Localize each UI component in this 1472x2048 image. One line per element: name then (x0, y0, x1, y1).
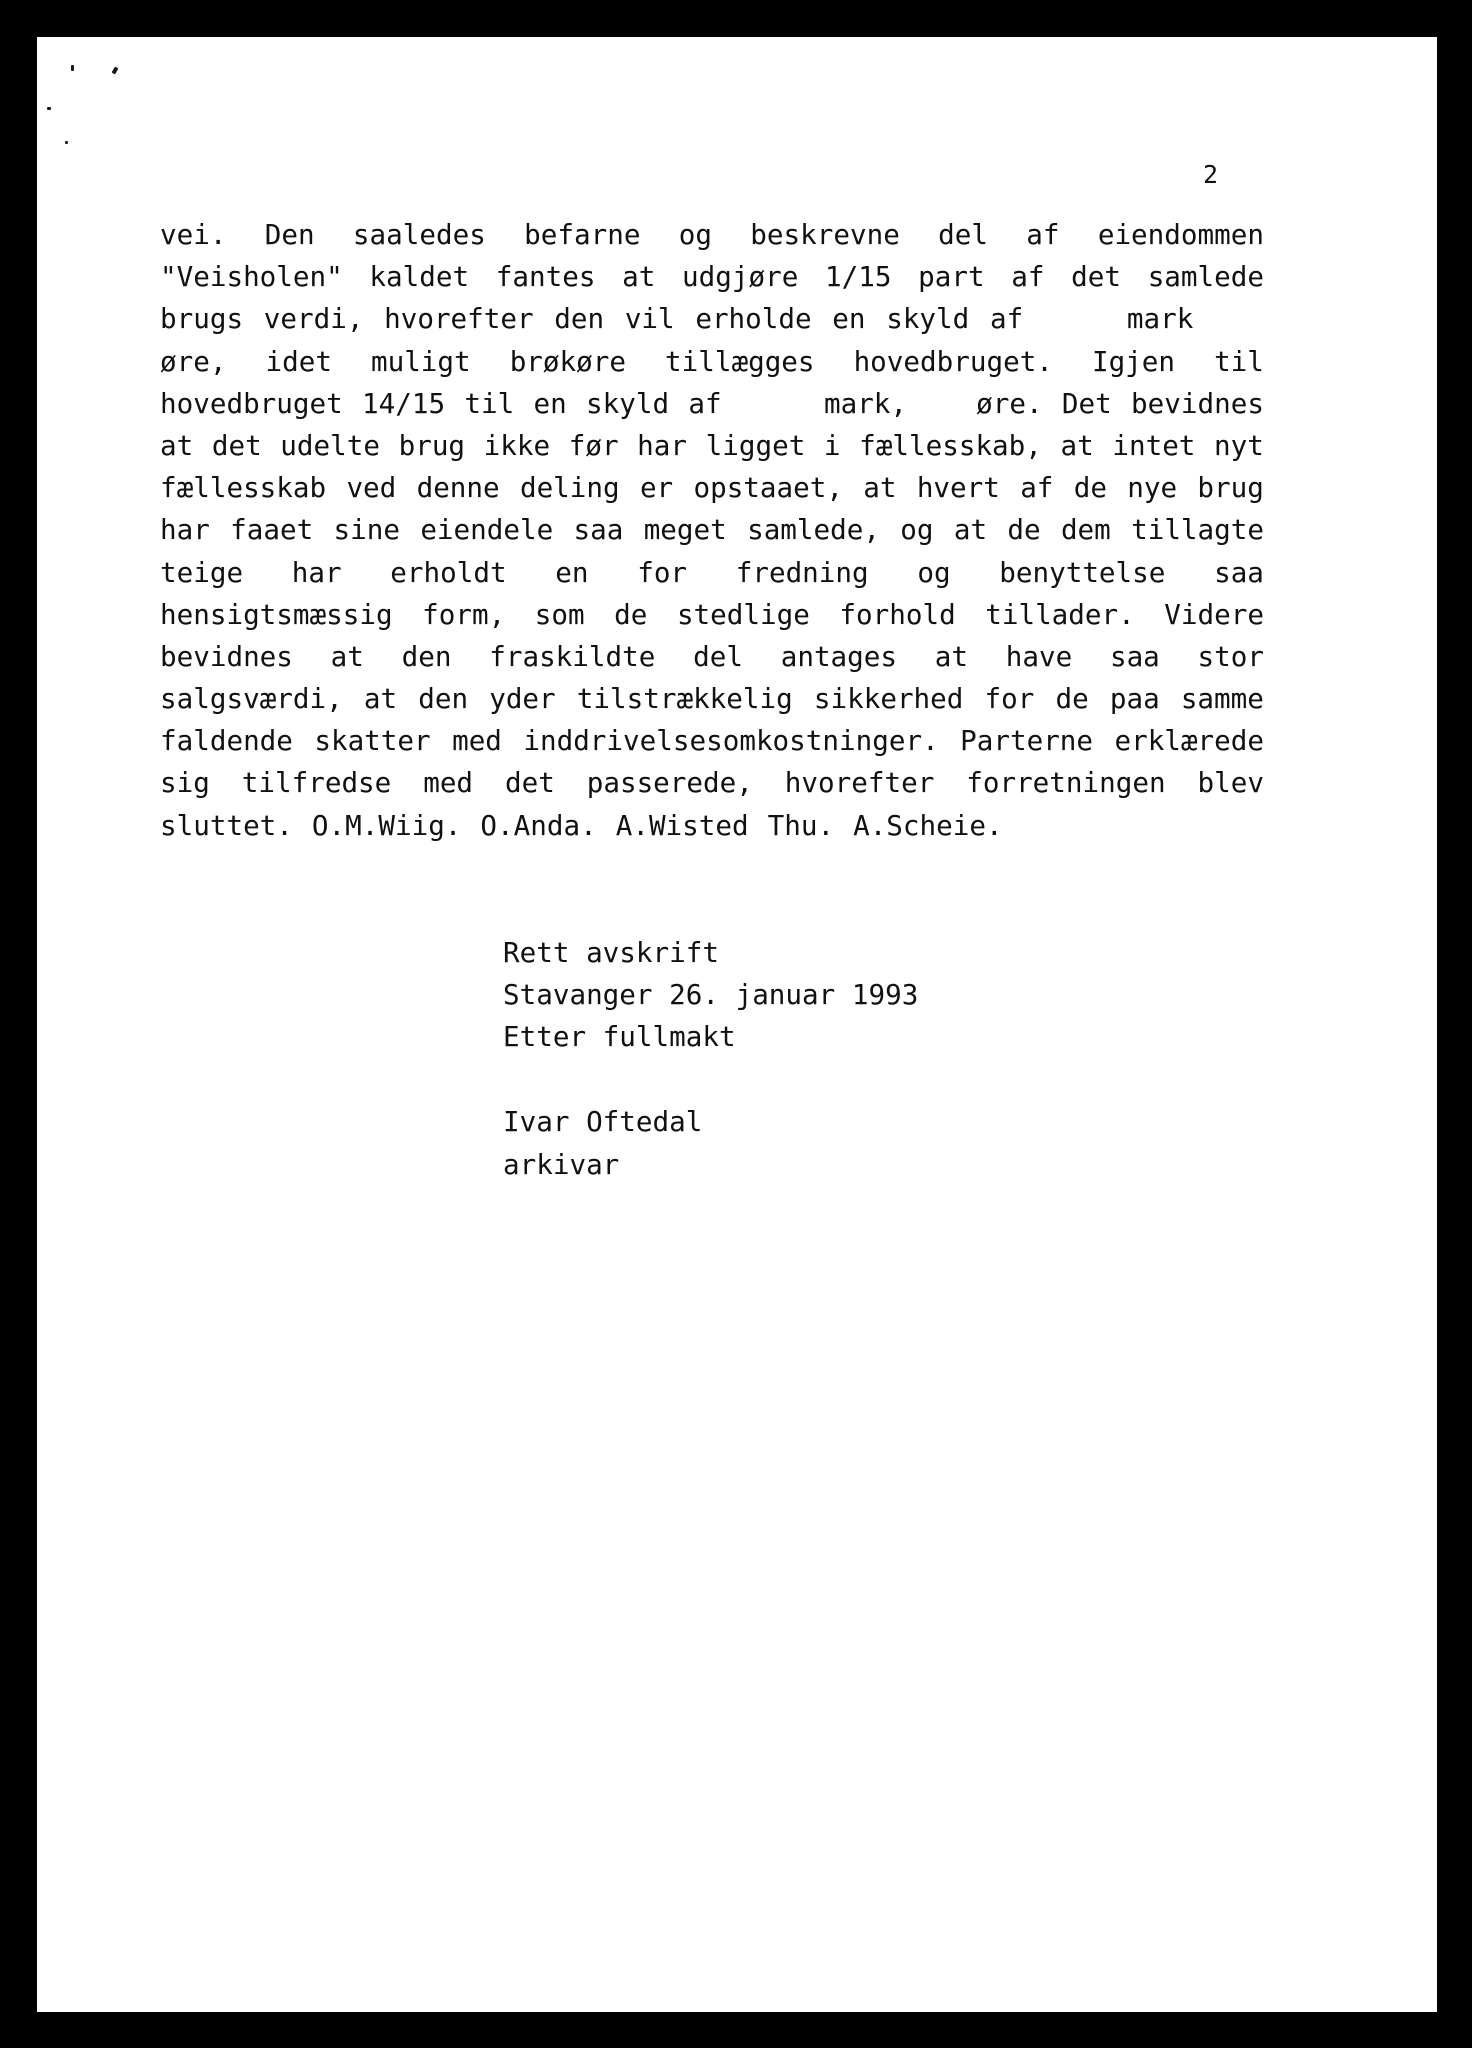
word: deling (519, 471, 620, 505)
word: passerede, (586, 766, 753, 800)
word: Den (264, 218, 315, 251)
authority-line: Etter fullmakt (503, 1020, 736, 1053)
word: opstaaet, (693, 471, 843, 505)
word: Thu. (767, 808, 835, 842)
word: paa (1109, 682, 1160, 716)
word: vei. (160, 218, 227, 251)
word: ikke (483, 428, 551, 462)
word: faldende (160, 724, 293, 758)
word: sluttet. (160, 808, 293, 842)
word: at (160, 428, 194, 462)
word: benyttelse (999, 555, 1166, 589)
word: fællesskab, (859, 428, 1042, 462)
word: tilstrækkelig (576, 682, 793, 716)
word: at (934, 639, 968, 673)
word: hovedbruget. (853, 344, 1053, 378)
word: A.Wisted (615, 808, 749, 842)
word: A.Scheie. (853, 808, 1003, 842)
word: intet (1112, 428, 1196, 462)
word: forretningen (966, 766, 1166, 800)
word: de (1007, 513, 1041, 547)
text-line (160, 805, 1264, 847)
word: idet (265, 344, 332, 378)
word: vil (624, 302, 675, 336)
word: en (832, 302, 866, 336)
word: befarne (524, 218, 641, 251)
word: Parterne (960, 724, 1094, 758)
word: en (555, 555, 589, 589)
word: inddrivelsesomkostninger. (523, 724, 939, 758)
word: af (1020, 471, 1054, 505)
word: tilfredse (241, 766, 392, 800)
word: hvert (916, 471, 1000, 505)
word: form, (422, 597, 506, 631)
word: samme (1180, 682, 1264, 716)
word: af (989, 302, 1024, 336)
body-text (160, 214, 1264, 847)
word: blev (1197, 766, 1264, 800)
word: bevidnes (1131, 386, 1264, 420)
word: stor (1197, 639, 1264, 673)
text-line (160, 594, 1264, 636)
text-line (160, 762, 1264, 804)
word: den (554, 302, 605, 336)
word: af (688, 386, 722, 420)
word: hovedbruget (160, 386, 343, 420)
word: Igjen (1091, 344, 1176, 378)
text-line (160, 509, 1264, 551)
word: hensigtsmæssig (160, 597, 393, 631)
word: med (452, 724, 502, 758)
word: af (1026, 218, 1060, 251)
word: at (363, 682, 398, 716)
word: fredning (735, 555, 869, 589)
word: har (637, 428, 688, 462)
word: er (639, 471, 674, 505)
word: fraskildte (489, 639, 656, 673)
word: "Veisholen" (160, 260, 343, 294)
word (1214, 298, 1264, 340)
word: at (1060, 428, 1094, 462)
word: det (504, 766, 555, 800)
word: som (534, 597, 585, 631)
word: stedlige (676, 597, 810, 631)
text-line (160, 256, 1264, 298)
word: Det (1061, 386, 1112, 420)
word: have (1005, 639, 1073, 673)
word: det (211, 428, 262, 462)
text-line (160, 341, 1264, 383)
word: brugs (160, 302, 244, 336)
text-line (160, 636, 1264, 678)
word: skyld (886, 302, 970, 336)
word: Videre (1164, 597, 1264, 631)
word: nyt (1214, 428, 1264, 462)
word: øre. (926, 386, 1043, 420)
word: 1/15 (825, 260, 892, 294)
word: eiendommen (1097, 218, 1264, 251)
word: hvorefter (784, 766, 935, 800)
word: ved (346, 471, 397, 505)
word: har (291, 555, 342, 589)
word: ligget (705, 428, 806, 462)
text-line (160, 214, 1264, 256)
text-line (160, 383, 1264, 425)
scan-speck (71, 65, 74, 71)
word: det (1071, 260, 1122, 294)
word: O.M.Wiig. (311, 808, 462, 842)
word: salgsværdi, (160, 682, 343, 716)
word: samlede (1147, 260, 1264, 294)
page-number: 2 (1203, 160, 1219, 189)
word: forhold (839, 597, 956, 631)
word: verdi, (263, 302, 364, 336)
word: dem (1060, 513, 1111, 547)
word: bevidnes (160, 639, 293, 673)
word: skyld (586, 386, 670, 420)
scan-speck (112, 66, 119, 74)
word: tillader. (985, 597, 1135, 631)
word: sikkerhed (813, 682, 964, 716)
text-line (160, 678, 1264, 720)
word: med (423, 766, 474, 800)
word: de (614, 597, 648, 631)
word: erklærede (1114, 724, 1264, 758)
certification-line: Rett avskrift (503, 936, 719, 969)
word: en (533, 386, 567, 420)
scan-speck (47, 107, 51, 110)
word: denne (416, 471, 500, 505)
word: muligt (370, 344, 471, 378)
word: nye (1127, 471, 1178, 505)
place-date-line: Stavanger 26. januar 1993 (503, 978, 919, 1011)
word: saa (1109, 639, 1160, 673)
word: at (863, 471, 897, 505)
word: de (1055, 682, 1089, 716)
word: erholdt (390, 555, 507, 589)
word: af (1011, 260, 1045, 294)
word: udgjøre (682, 260, 799, 294)
signatory-name: Ivar Oftedal (503, 1105, 703, 1138)
word: de (1073, 471, 1107, 505)
word: brøkøre (509, 344, 626, 378)
word: for (984, 682, 1035, 716)
word: part (918, 260, 985, 294)
word: tillagte (1131, 513, 1264, 547)
word: mark, (740, 386, 908, 420)
text-line (160, 552, 1264, 594)
word: meget (643, 513, 727, 547)
word: og (678, 218, 712, 251)
word: at (330, 639, 364, 673)
word: og (900, 513, 934, 547)
word: øre, (160, 344, 227, 378)
word: udelte (280, 428, 380, 462)
word: samlede, (747, 513, 880, 547)
word: saa (573, 513, 624, 547)
text-line (160, 298, 1264, 340)
word: til (1214, 344, 1264, 378)
text-line (160, 467, 1264, 509)
word: saa (1214, 555, 1264, 589)
word: til (464, 386, 515, 420)
word: saaledes (352, 218, 486, 251)
word: O.Anda. (480, 808, 597, 842)
word: for (637, 555, 688, 589)
word: teige (160, 555, 244, 589)
word: erholde (695, 302, 812, 336)
word: faaet (230, 513, 314, 547)
word: mark (1043, 302, 1194, 336)
word: at (622, 260, 656, 294)
word: brug (1197, 471, 1264, 505)
word: 14/15 (362, 386, 446, 420)
signatory-title: arkivar (503, 1148, 620, 1181)
word: i (823, 428, 841, 462)
word: yder (489, 682, 556, 716)
scan-speck (65, 141, 68, 144)
word: skatter (314, 724, 431, 758)
word: tillægges (665, 344, 815, 378)
word: eiendele (420, 513, 554, 547)
word: hvorefter (384, 302, 534, 336)
word: og (917, 555, 951, 589)
word: kaldet (369, 260, 470, 294)
word: sine (333, 513, 400, 547)
word: sig (160, 766, 210, 800)
text-line (160, 720, 1264, 762)
word: har (160, 513, 210, 547)
word: brug (398, 428, 466, 462)
word: at (953, 513, 988, 547)
word: antages (780, 639, 898, 673)
word: del (693, 639, 743, 673)
text-line (160, 425, 1264, 467)
word: før (568, 428, 619, 462)
word: fællesskab (160, 471, 327, 505)
word: beskrevne (750, 218, 900, 251)
word: del (938, 218, 988, 251)
word: fantes (495, 260, 596, 294)
word: den (418, 682, 469, 716)
word: den (401, 639, 452, 673)
